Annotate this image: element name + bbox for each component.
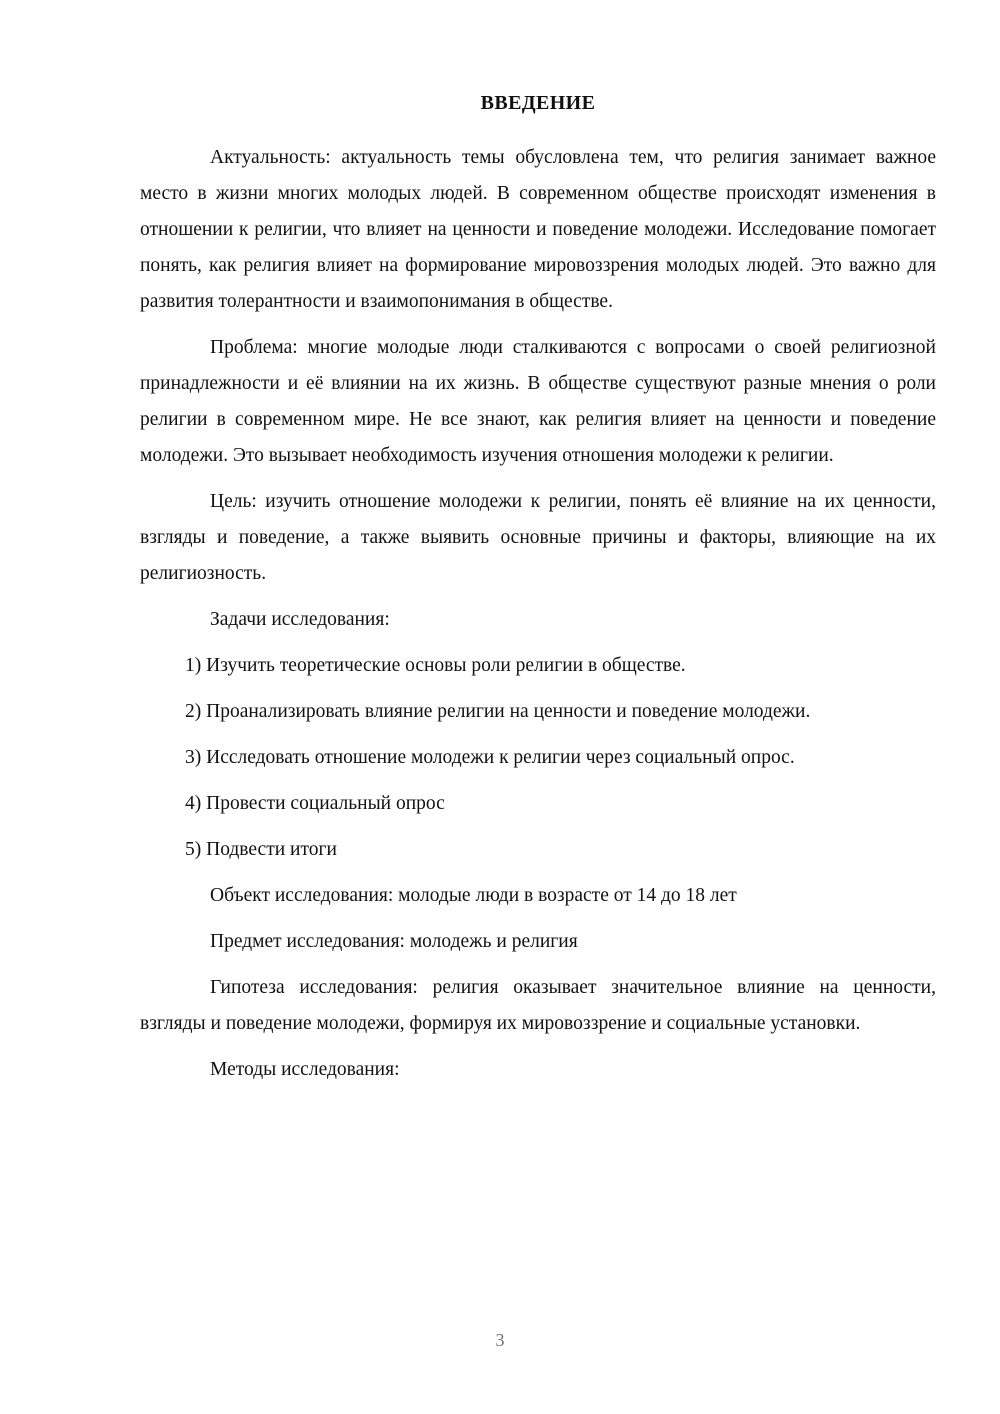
heading-tasks: Задачи исследования:: [210, 609, 390, 630]
paragraph-subject: Предмет исследования: молодежь и религия: [210, 931, 578, 952]
paragraph-object: Объект исследования: молодые люди в возрасте от 14 до 18 лет: [210, 885, 737, 906]
task-item-2: 2) Проанализировать влияние религии на ценности и поведение молодежи.: [185, 701, 811, 722]
task-item-3: 3) Исследовать отношение молодежи к религии через социальный опрос.: [185, 747, 795, 768]
page-title: ВВЕДЕНИЕ: [480, 92, 596, 114]
paragraph-goal: Цель: изучить отношение молодежи к религии, понять её влияние на их ценности, взгляды и поведение, а также выявить основные причины и факторы, влияющие на их религиозность.: [140, 491, 936, 584]
heading-methods: Методы исследования:: [210, 1059, 400, 1080]
task-item-5: 5) Подвести итоги: [185, 839, 337, 860]
task-item-4: 4) Провести социальный опрос: [185, 793, 445, 814]
paragraph-hypothesis: Гипотеза исследования: религия оказывает значительное влияние на ценности, взгляды и поведение молодежи, формируя их мировоззрение и социальные установки.: [140, 977, 936, 1034]
paragraph-relevance: Актуальность: актуальность темы обусловлена тем, что религия занимает важное место в жизни многих молодых людей. В современном обществе происходят изменения в отношении к религии, что влияет на ценности и поведение молодежи. Исследование помогает понять, как религия влияет на формирование мировоззрения молодых людей. Это важно для развития толерантности и взаимопонимания в обществе.: [140, 147, 936, 312]
task-item-1: 1) Изучить теоретические основы роли религии в обществе.: [185, 655, 686, 676]
document-body: [140, 88, 936, 1088]
page-number: 3: [495, 1330, 505, 1350]
paragraph-problem: Проблема: многие молодые люди сталкиваются с вопросами о своей религиозной принадлежности и её влиянии на их жизнь. В обществе существуют разные мнения о роли религии в современном мире. Не все знают, как религия влияет на ценности и поведение молодежи. Это вызывает необходимость изучения отношения молодежи к религии.: [140, 337, 936, 466]
